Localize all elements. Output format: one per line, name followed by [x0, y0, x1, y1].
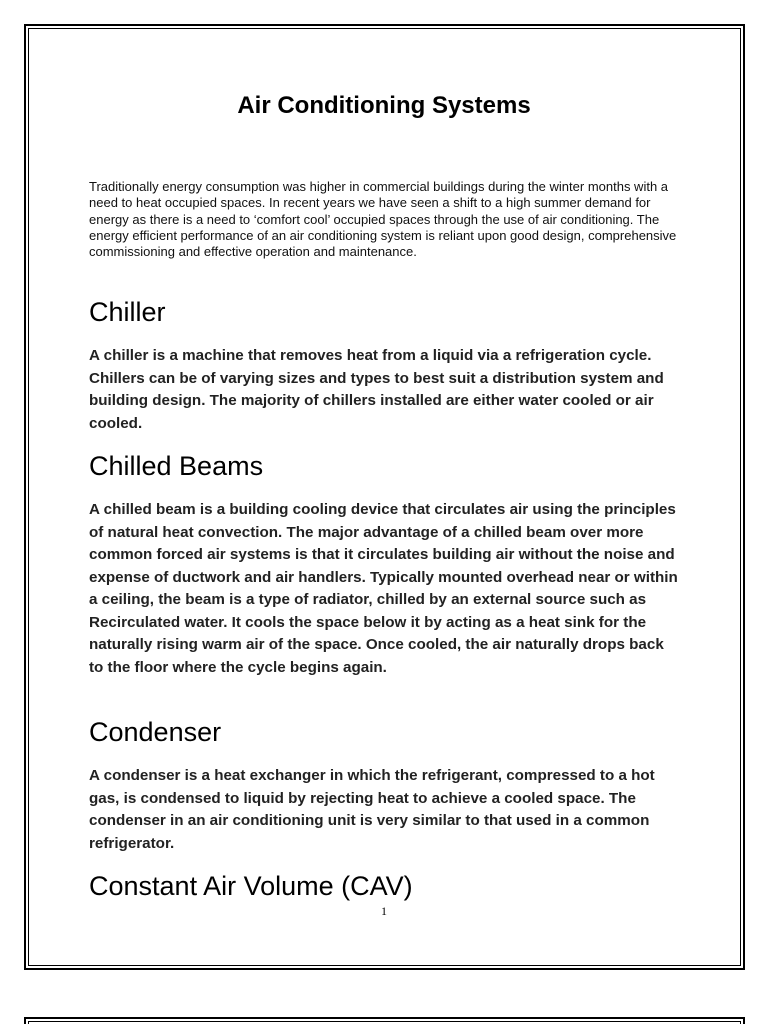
next-page-border — [24, 1017, 745, 1024]
section-body-chiller: A chiller is a machine that removes heat from a liquid via a refrigeration cycle. Chillers can be of varying sizes and types to best suit a distribution system and building design. The majority of chillers installed are either water cooled or air cooled. — [89, 347, 664, 432]
section-heading-chiller: Chiller — [89, 297, 166, 327]
page-number: 1 — [381, 904, 387, 918]
intro-paragraph: Traditionally energy consumption was higher in commercial buildings during the winter months with a need to heat occupied spaces. In recent years we have seen a shift to a high summer demand for energy as there is a need to ‘comfort cool’ occupied spaces through the use of air conditioning. The energy efficient performance of an air conditioning system is reliant upon good design, comprehensive commissioning and effective operation and maintenance. — [89, 179, 677, 260]
section-body-chilled-beams: A chilled beam is a building cooling device that circulates air using the principles of natural heat convection. The major advantage of a chilled beam over more common forced air systems is that it circulates building air without the noise and expense of ductwork and air handlers. Typically mounted overhead near or within a ceiling, the beam is a type of radiator, chilled by an external source such as Recirculated water. It cools the space below it by acting as a heat sink for the naturally rising warm air of the space. Once cooled, the air naturally drops back to the floor where the cycle begins again. — [89, 501, 678, 676]
section-heading-cav: Constant Air Volume (CAV) — [89, 871, 413, 901]
section-heading-chilled-beams: Chilled Beams — [89, 451, 264, 481]
section-body-condenser: A condenser is a heat exchanger in which the refrigerant, compressed to a hot gas, is condensed to liquid by rejecting heat to achieve a cooled space. The condenser in an air conditioning unit is very similar to that used in a common refrigerator. — [89, 767, 655, 852]
section-heading-condenser: Condenser — [89, 717, 222, 747]
document-title: Air Conditioning Systems — [237, 92, 531, 119]
